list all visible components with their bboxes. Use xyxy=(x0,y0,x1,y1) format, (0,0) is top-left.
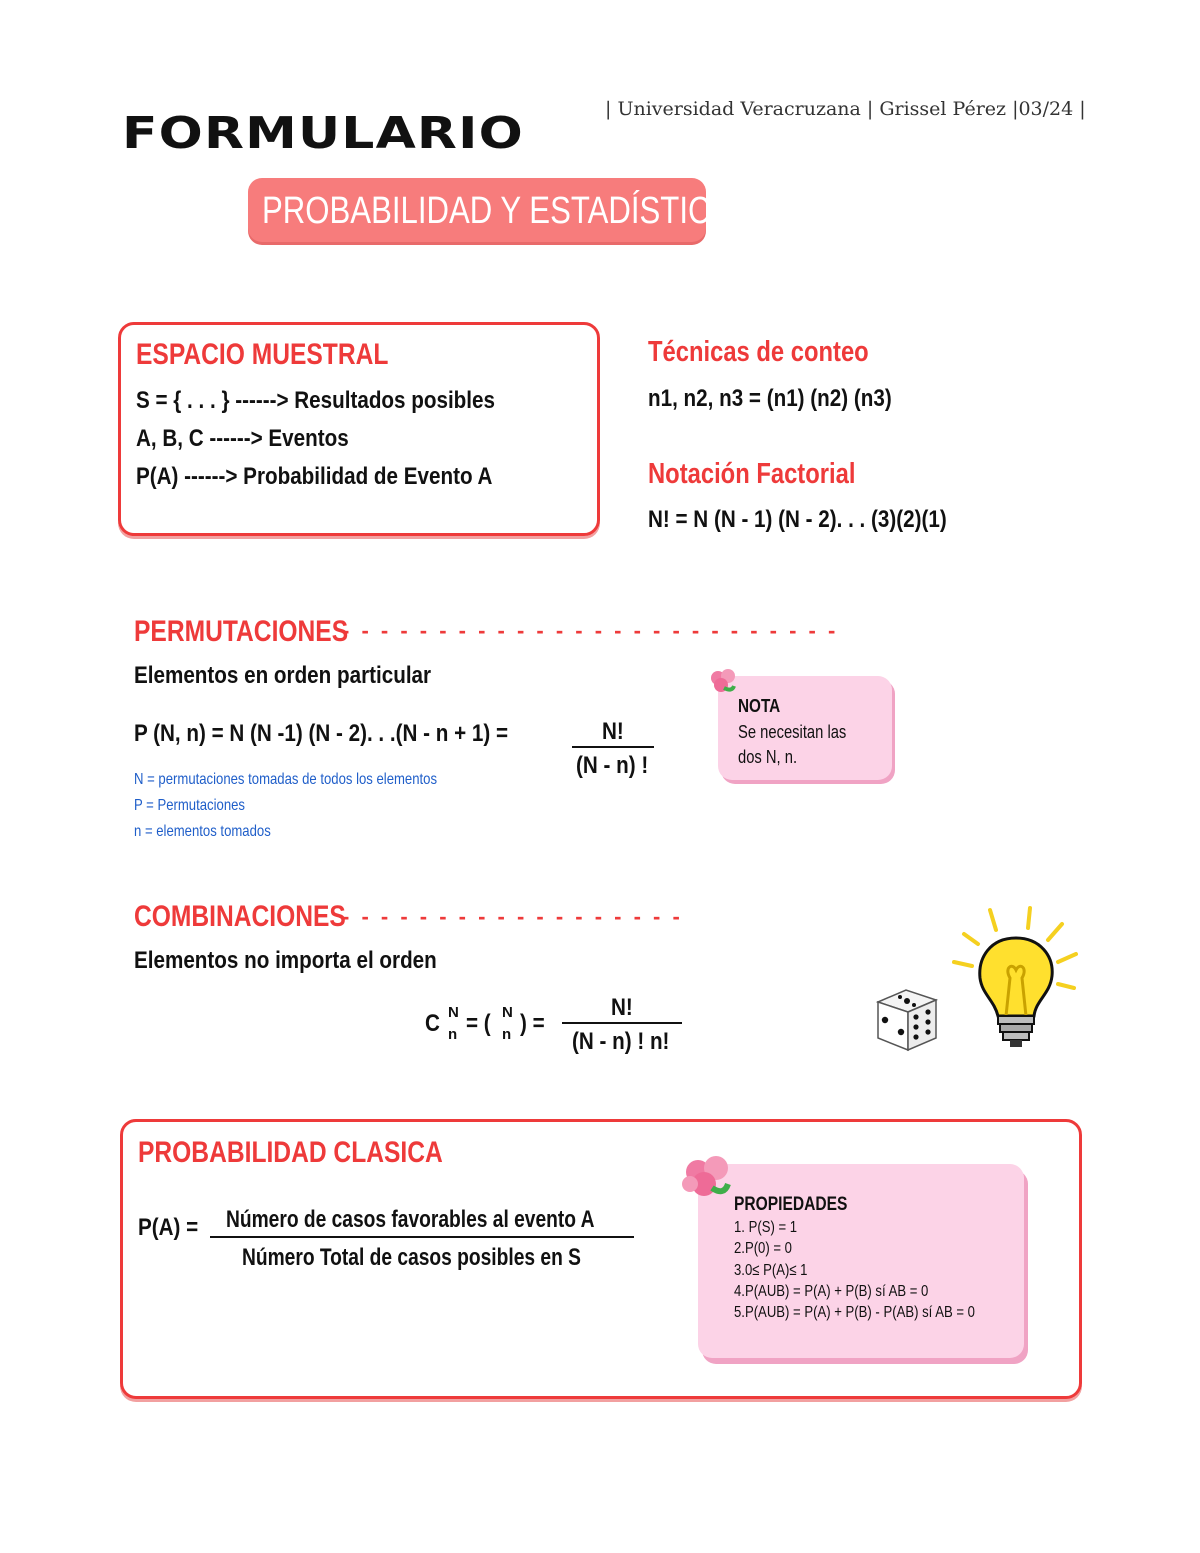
espacio-line-1: S = { . . . } ------> Resultados posibles xyxy=(136,387,495,414)
tecnicas-formula: n1, n2, n3 = (n1) (n2) (n3) xyxy=(648,385,892,412)
flower-icon xyxy=(706,666,740,696)
propiedad-4: 4.P(AUB) = P(A) + P(B) sí AB = 0 xyxy=(734,1283,929,1300)
permutaciones-def-2: P = Permutaciones xyxy=(134,797,245,814)
header-meta: | Universidad Veracruzana | Grissel Pérez |03/24 | xyxy=(605,98,1086,120)
propiedad-3: 3.0≤ P(A)≤ 1 xyxy=(734,1262,808,1279)
nota-text-2: dos N, n. xyxy=(738,747,798,767)
espacio-line-3: P(A) ------> Probabilidad de Evento A xyxy=(136,463,493,490)
propiedad-5: 5.P(AUB) = P(A) + P(B) - P(AB) sí AB = 0 xyxy=(734,1304,975,1321)
probabilidad-denominator: Número Total de casos posibles en S xyxy=(242,1244,581,1271)
combinaciones-denominator: (N - n) ! n! xyxy=(572,1028,670,1055)
permutaciones-formula: P (N, n) = N (N -1) (N - 2). . .(N - n + 1) = xyxy=(134,720,509,747)
tecnicas-heading: Técnicas de conteo xyxy=(648,336,869,368)
combinaciones-sub: n xyxy=(448,1026,458,1043)
probabilidad-fraction-bar xyxy=(210,1236,634,1238)
propiedades-title: PROPIEDADES xyxy=(734,1194,848,1215)
nota-title: NOTA xyxy=(738,696,781,716)
subject-banner xyxy=(248,178,732,242)
document-title: FORMULARIO xyxy=(122,108,524,159)
combinaciones-numerator: N! xyxy=(611,994,633,1021)
permutaciones-fraction-bar xyxy=(572,746,654,748)
factorial-formula: N! = N (N - 1) (N - 2). . . (3)(2)(1) xyxy=(648,506,947,533)
probabilidad-clasica-heading: PROBABILIDAD CLASICA xyxy=(138,1136,443,1169)
subject-label: PROBABILIDAD Y ESTADÍSTICA xyxy=(262,190,732,232)
factorial-heading: Notación Factorial xyxy=(648,458,856,490)
combinaciones-fraction-bar xyxy=(562,1022,682,1024)
permutaciones-def-1: N = permutaciones tomadas de todos los elementos xyxy=(134,771,438,788)
combinaciones-sup: N xyxy=(448,1004,459,1021)
permutaciones-heading: PERMUTACIONES xyxy=(134,615,349,648)
permutaciones-dashes: - - - - - - - - - - - - - - - - - - - - - - - - - - xyxy=(342,618,839,643)
lightbulb-icon xyxy=(950,904,1082,1054)
permutaciones-subtitle: Elementos en orden particular xyxy=(134,662,432,689)
combinaciones-subtitle: Elementos no importa el orden xyxy=(134,947,437,974)
flower-icon xyxy=(678,1150,738,1202)
combinaciones-dashes: - - - - - - - - - - - - - - - - - - xyxy=(342,904,683,929)
permutaciones-numerator: N! xyxy=(602,718,624,745)
espacio-muestral-heading: ESPACIO MUESTRAL xyxy=(136,338,389,371)
combinaciones-heading: COMBINACIONES xyxy=(134,900,346,933)
permutaciones-denominator: (N - n) ! xyxy=(576,752,649,779)
permutaciones-def-3: n = elementos tomados xyxy=(134,823,271,840)
combinaciones-c: C xyxy=(425,1010,440,1037)
nota-text-1: Se necesitan las xyxy=(738,722,847,742)
combinaciones-paren-sub: n xyxy=(502,1026,512,1043)
combinaciones-close: ) = xyxy=(520,1010,545,1037)
combinaciones-paren-sup: N xyxy=(502,1004,513,1021)
probabilidad-numerator: Número de casos favorables al evento A xyxy=(226,1206,595,1233)
propiedad-1: 1. P(S) = 1 xyxy=(734,1219,798,1236)
dice-icon xyxy=(872,984,942,1054)
espacio-line-2: A, B, C ------> Eventos xyxy=(136,425,349,452)
probabilidad-lhs: P(A) = xyxy=(138,1214,199,1241)
combinaciones-eq: = ( xyxy=(466,1010,491,1037)
propiedad-2: 2.P(0) = 0 xyxy=(734,1240,792,1257)
